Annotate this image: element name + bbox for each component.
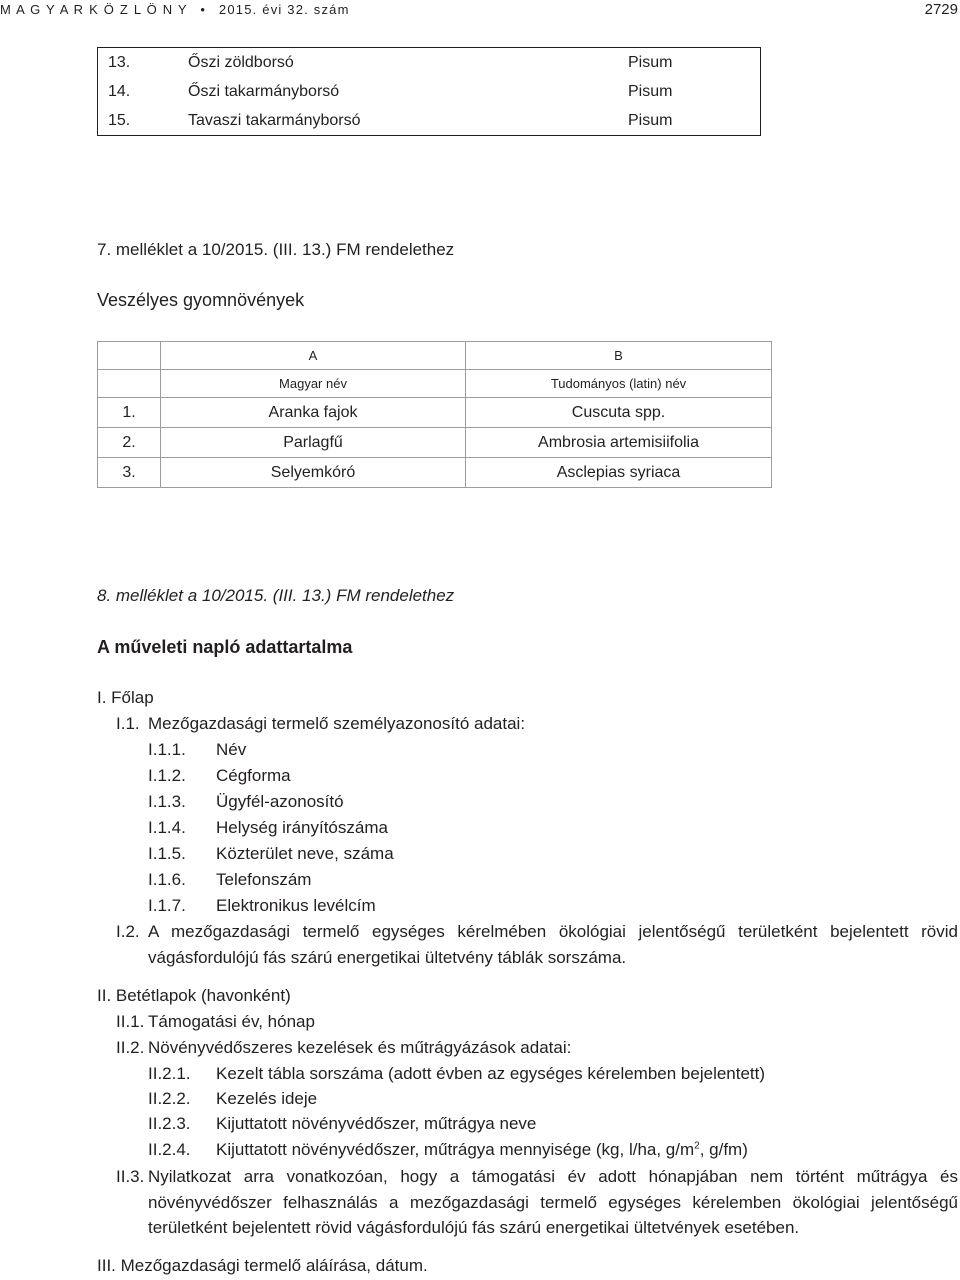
row-name: Tavaszi takarmányborsó [188, 111, 361, 129]
row-latin: Ambrosia artemisiifolia [466, 428, 772, 458]
item-text: Támogatási év, hónap [148, 1012, 315, 1031]
subitem-text-main: Kijuttatott növényvédőszer, műtrágya mennyisége (kg, l/ha, g/m [216, 1140, 695, 1159]
subitem-text: Ügyfél-azonosító [216, 792, 344, 811]
issue-number: 2015. évi 32. szám [218, 2, 350, 17]
subitem-code: II.2.4. [148, 1140, 191, 1159]
row-number: 15. [108, 111, 131, 129]
subitem-text: Telefonszám [216, 870, 312, 889]
row-name: Őszi takarmányborsó [188, 82, 340, 100]
column-b-subheader: Tudományos (latin) név [466, 370, 772, 398]
superscript: 2 [694, 1140, 700, 1152]
annex7-title: Veszélyes gyomnövények [97, 290, 305, 310]
item-text: Mezőgazdasági termelő személyazonosító adatai: [148, 714, 526, 733]
row-name: Parlagfű [161, 428, 466, 458]
column-a-header: A [161, 342, 466, 370]
subitem-code: I.1.4. [148, 818, 186, 837]
subitem-code: I.1.2. [148, 766, 186, 785]
subitem-text: Cégforma [216, 766, 291, 785]
subitem-code: I.1.1. [148, 740, 186, 759]
subitem-code: I.1.7. [148, 896, 186, 915]
section-iii-heading: III. Mezőgazdasági termelő aláírása, dátum. [97, 1256, 428, 1275]
subheader-empty-cell [98, 370, 161, 398]
subitem-text: Közterület neve, száma [216, 844, 394, 863]
header-empty-cell [98, 342, 161, 370]
column-b-header: B [466, 342, 772, 370]
subitem-text: Helység irányítószáma [216, 818, 388, 837]
item-code: I.2. [116, 922, 140, 941]
subitem-text: Név [216, 740, 247, 759]
table-row [98, 77, 761, 106]
subitem-code: I.1.3. [148, 792, 186, 811]
table-row [98, 48, 761, 78]
subitem-code: I.1.6. [148, 870, 186, 889]
subitem-code: I.1.5. [148, 844, 186, 863]
section-i-heading: I. Főlap [97, 688, 154, 707]
subitem-text [216, 1140, 748, 1160]
row-latin: Cuscuta spp. [466, 398, 772, 428]
table-header-row [98, 342, 772, 370]
subitem-text: Kijuttatott növényvédőszer, műtrágya neve [216, 1114, 537, 1133]
item-code: I.1. [116, 714, 140, 733]
row-name: Selyemkóró [161, 458, 466, 488]
annex8-heading: 8. melléklet a 10/2015. (III. 13.) FM rendelethez [97, 586, 455, 605]
table-subheader-row [98, 370, 772, 398]
item-code: II.2. [116, 1038, 145, 1057]
crop-table-continuation [97, 47, 761, 136]
subitem-code: II.2.3. [148, 1114, 191, 1133]
subitem-code: II.2.2. [148, 1089, 191, 1108]
item-text-line: vágásfordulójú fás szárú energetikai ültetvény táblák sorszáma. [148, 948, 627, 967]
weeds-table [97, 341, 772, 488]
page-number: 2729 [924, 1, 958, 18]
item-text: Növényvédőszeres kezelések és műtrágyázások adatai: [148, 1038, 572, 1057]
row-number: 3. [98, 458, 161, 488]
bullet: • [200, 2, 207, 17]
subitem-code: II.2.1. [148, 1064, 191, 1083]
item-text-line: A mezőgazdasági termelő egységes kérelmében ökológiai jelentőségű területként bejelentett rövid [148, 922, 958, 941]
row-latin: Pisum [628, 111, 673, 129]
row-latin: Pisum [628, 82, 673, 100]
row-name: Őszi zöldborsó [188, 53, 294, 71]
column-a-subheader: Magyar név [161, 370, 466, 398]
table-row [98, 398, 772, 428]
subitem-text: Kezelés ideje [216, 1089, 318, 1108]
table-row [98, 428, 772, 458]
journal-name: M A G Y A R K Ö Z L Ö N Y [0, 2, 188, 17]
row-number: 14. [108, 82, 131, 100]
annex7-heading: 7. melléklet a 10/2015. (III. 13.) FM rendelethez [97, 240, 455, 259]
item-code: II.3. [116, 1167, 145, 1186]
item-text-line: területként bejelentett rövid vágásfordulójú fás szárú energetikai ültetvények esetében. [148, 1218, 800, 1237]
annex8-title: A műveleti napló adattartalma [97, 637, 353, 657]
row-number: 13. [108, 53, 131, 71]
section-ii-heading: II. Betétlapok (havonként) [97, 986, 291, 1005]
journal-info [0, 2, 350, 17]
row-latin: Asclepias syriaca [466, 458, 772, 488]
row-latin: Pisum [628, 53, 673, 71]
subitem-text: Kezelt tábla sorszáma (adott évben az egységes kérelemben bejelentett) [216, 1064, 766, 1083]
subitem-text: Elektronikus levélcím [216, 896, 376, 915]
item-code: II.1. [116, 1012, 145, 1031]
item-text-line: Nyilatkozat arra vonatkozóan, hogy a támogatási év adott hónapjában nem történt műtrágya és [148, 1167, 958, 1186]
row-number: 1. [98, 398, 161, 428]
item-text-line: növényvédőszer felhasználás a mezőgazdasági termelő egységes kérelemben ökológiai jelentőségű [148, 1193, 958, 1212]
table-row [98, 458, 772, 488]
running-header [0, 0, 960, 24]
row-number: 2. [98, 428, 161, 458]
subitem-text-tail: , g/fm) [699, 1140, 748, 1159]
table-row [98, 106, 761, 136]
row-name: Aranka fajok [161, 398, 466, 428]
